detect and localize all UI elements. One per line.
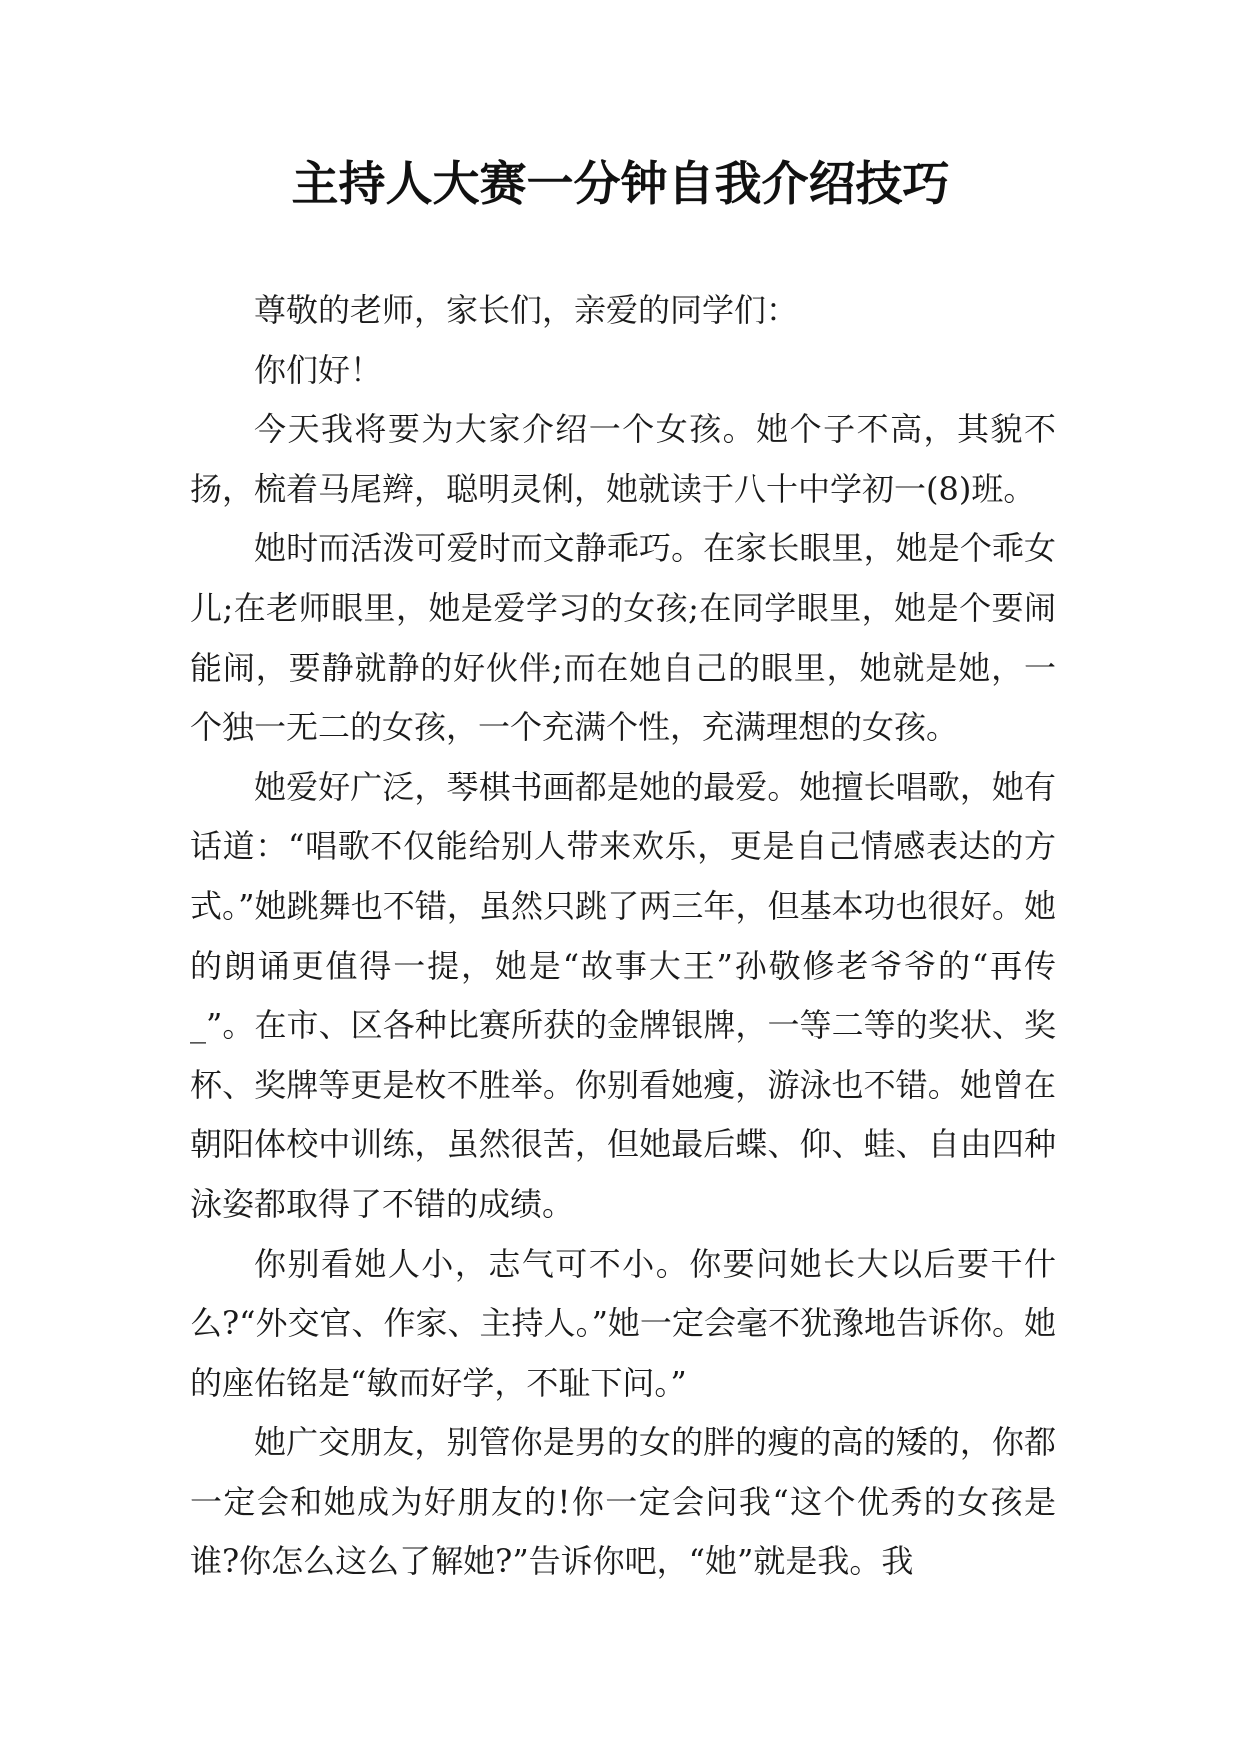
document-body [190,281,1056,1592]
body-paragraph: 你别看她人小，志气可不小。你要问她长大以后要干什么?“外交官、作家、主持人。”她一定会毫不犹豫地告诉你。她的座佑铭是“敏而好学，不耻下问。” [190,1244,1056,1402]
greeting-paragraph: 你们好！ [254,350,383,389]
document-title: 主持人大赛一分钟自我介绍技巧 [291,157,950,212]
body-paragraph: 她时而活泼可爱时而文静乖巧。在家长眼里，她是个乖女儿;在老师眼里，她是爱学习的女孩;在同学眼里，她是个要闹能闹，要静就静的好伙伴;而在她自己的眼里，她就是她，一个独一无二的女孩，一个充满个性，充满理想的女孩。 [190,529,1056,747]
salutation-paragraph: 尊敬的老师，家长们，亲爱的同学们： [254,291,799,329]
body-paragraph: 今天我将要为大家介绍一个女孩。她个子不高，其貌不扬，梳着马尾辫，聪明灵俐，她就读于八十中学初一(8)班。 [190,410,1056,508]
body-paragraph: 她爱好广泛，琴棋书画都是她的最爱。她擅长唱歌，她有话道：“唱歌不仅能给别人带来欢乐，更是自己情感表达的方式。”她跳舞也不错，虽然只跳了两三年，但基本功也很好。她的朗诵更值得一提，她是“故事大王”孙敬修老爷爷的“再传_”。在市、区各种比赛所获的金牌银牌，一等二等的奖状、奖杯、奖牌等更是枚不胜举。你别看她瘦，游泳也不错。她曾在朝阳体校中训练，虽然很苦，但她最后蝶、仰、蛙、自由四种泳姿都取得了不错的成绩。 [190,767,1056,1223]
body-paragraph: 她广交朋友，别管你是男的女的胖的瘦的高的矮的，你都一定会和她成为好朋友的!你一定会问我“这个优秀的女孩是谁?你怎么这么了解她?”告诉你吧，“她”就是我。我 [190,1423,1056,1581]
